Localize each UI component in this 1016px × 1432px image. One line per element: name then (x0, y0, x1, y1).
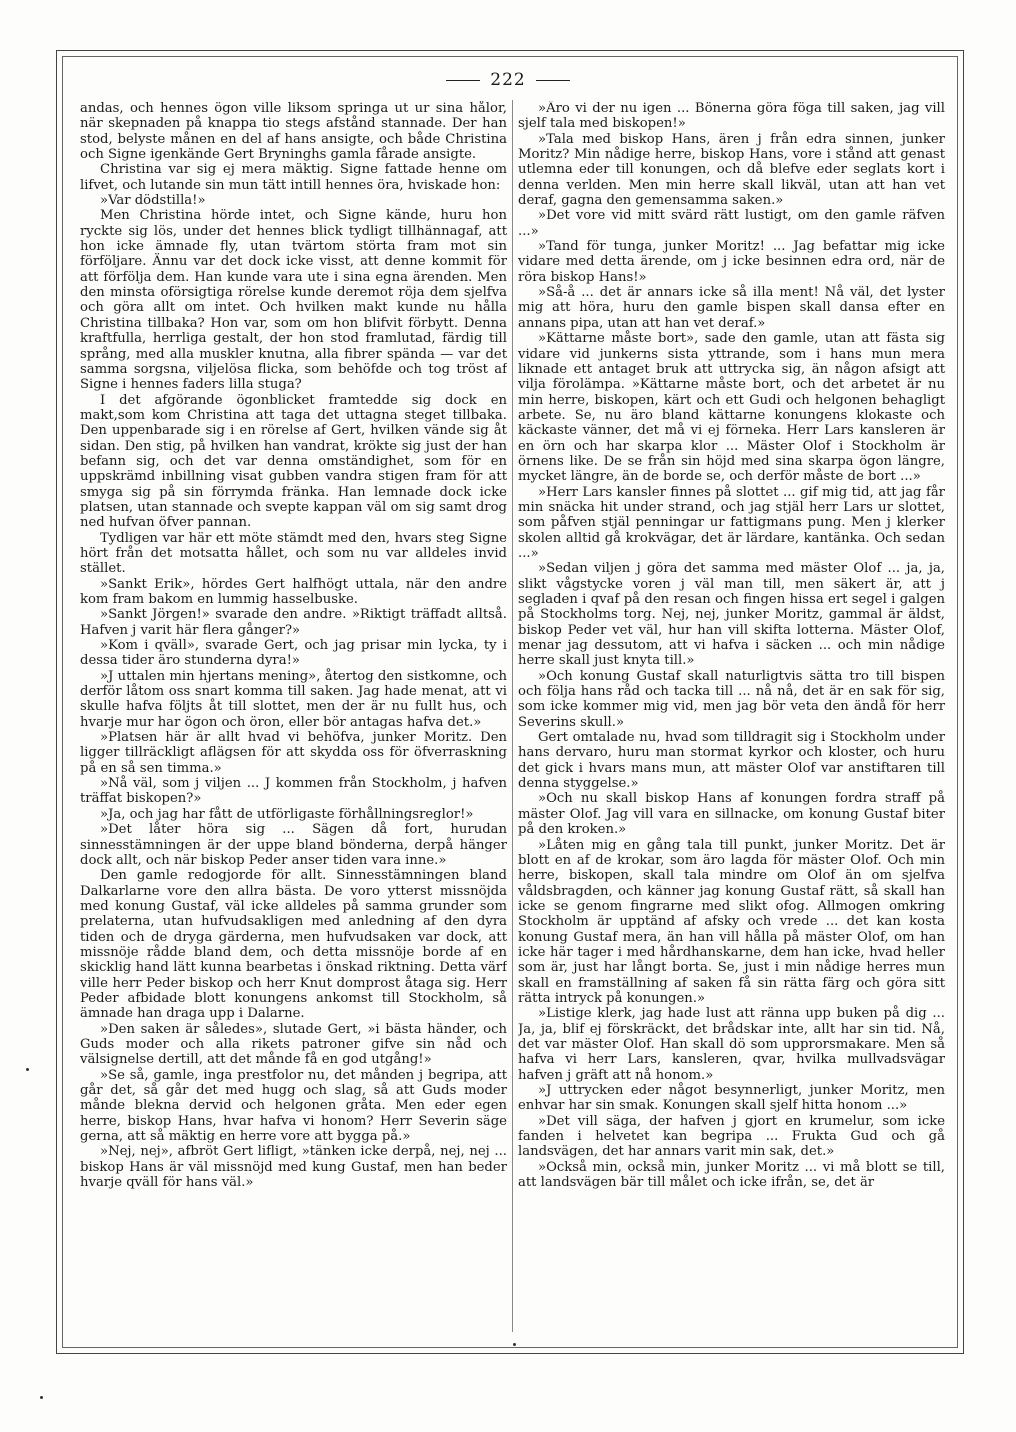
paragraph: »J uttalen min hjertans mening», återtog den sistkomne, och derför låtom oss snart komma till saken. Jag hade menat, att vi skulle hafva följts åt till slottet, men der är nu fullt hus, och hvarje mur har ögon och öron, eller bör antagas hafva det.» (80, 668, 507, 730)
paragraph: »Nej, nej», afbröt Gert lifligt, »tänken icke derpå, nej, nej ... biskop Hans är väl missnöjd med kung Gustaf, men han beder hvarje qväll för hans väl.» (80, 1144, 507, 1191)
scan-speck (26, 1068, 29, 1071)
paragraph: »Också min, också min, junker Moritz ... vi må blott se till, att landsvägen bär till målet och icke ifrån, se, det är (518, 1159, 945, 1191)
paragraph: »Ja, och jag har fått de utförligaste förhållningsreglor!» (100, 806, 474, 822)
paragraph: »Listige klerk, jag hade lust att ränna upp buken på dig ... Ja, ja, blif ej förskräckt, det brådskar inte, allt har sin tid. Nå, det var mäster Olof. Han skall dö som upprorsmakare. Men så hafva vi herr Lars, kansleren, qvar, hvilka mullvadsvägar hafven j gräft att nå honom.» (518, 1006, 945, 1083)
paragraph: Men Christina hörde intet, och Signe kände, huru hon ryckte sig lös, under det hennes blick tydligt tillhännagaf, att hon icke ämnade fly, utan tvärtom störta fram mot sin förföljare. Ännu var det dock icke visst, att denne kommit för att förfölja dem. Han kunde vara ute i sina egna ärenden. Men den minsta oförsigtiga rörelse kunde deremot röja dem sjelfva och göra allt om intet. Och hvilken makt kunde nu hålla Christina tillbaka? Hon var, som om hon blifvit förbytt. Denna kraftfulla, herrliga gestalt, der hon stod framlutad, färdig till språng, med alla muskler knutna, alla fibrer spända — var det samma sorgsna, viljelösa flicka, som behöfde och tog tröst af Signe i hennes faders lilla stuga? (80, 208, 507, 393)
paragraph: Gert omtalade nu, hvad som tilldragit sig i Stockholm under hans dervaro, huru man stormat kyrkor och kloster, och huru det gick i hvars mans mun, att mäster Olof var anstiftaren till denna styggelse.» (518, 730, 945, 792)
paragraph: »Och konung Gustaf skall naturligtvis sätta tro till bispen och följa hans råd och tacka till ... nå nå, det är en sak för sig, som icke kommer mig vid, men jag bör veta den ändå för herr Severins skull.» (518, 668, 945, 730)
paragraph: »Det vill säga, der hafven j gjort en krumelur, som icke fanden i helvetet kan begripa ... Frukta Gud och gå landsvägen, det har annars varit min sak, det.» (518, 1113, 945, 1160)
paragraph: »Sankt Jörgen!» svarade den andre. »Riktigt träffadt alltså. Hafven j varit här flera gånger?» (80, 607, 507, 638)
paragraph: »Det låter höra sig ... Sägen då fort, hurudan sinnesstämningen är der uppe bland bönderna, derpå hänger dock allt, och när biskop Peder anser tiden vara inne.» (80, 822, 507, 868)
paragraph: »Så-å ... det är annars icke så illa ment! Nå väl, det lyster mig att höra, huru den gamle bispen skall dansa efter en annans pipa, utan att han vet deraf.» (518, 285, 945, 331)
paragraph: »Och nu skall biskop Hans af konungen fordra straff på mäster Olof. Jag vill vara en sillnacke, om konung Gustaf biter på den kroken.» (518, 791, 945, 838)
paragraph: »J uttrycken eder något besynnerligt, junker Moritz, men enhvar har sin smak. Konungen skall sjelf hitta honom ...» (518, 1083, 945, 1114)
paragraph: Christina var sig ej mera mäktig. Signe fattade henne om lifvet, och lutande sin mun tätt intill hennes öra, hviskade hon: (80, 162, 507, 193)
paragraph: »Var dödstilla!» (100, 193, 206, 209)
dash-left (446, 80, 480, 81)
paragraph: »Kättarne måste bort», sade den gamle, utan att fästa sig vidare vid junkerns sista yttrande, som i hans mun mera liknade ett antaget bruk att uttrycka sig, än någon afsigt att vilja förolämpa. »Kättarne måste bort, och det arbetet är nu min herre, biskopen, kärt och ett Gudi och helgonen behagligt arbete. Se, nu äro bland kättarne konungens klokaste och käckaste vänner, det må vi ej förneka. Herr Lars kansleren är en örn och har skarpa klor ... Mäster Olof i Stockholm är örnens like. De se från sin höjd med sina skarpa ögon längre, mycket längre, än de borde se, och derför måste de bort ...» (518, 331, 945, 485)
paragraph: Den gamle redogjorde för allt. Sinnesstämningen bland Dalkarlarne vore den allra bästa. De voro ytterst missnöjda med konung Gustaf, väl icke alldeles på samma grunder som prelaterna, utan hufvudsakligen med anledning af den dyra tiden och de dryga gärderna, men hufvudsaken var dock, att missnöje rådde bland dem, och detta missnöje borde af en skicklig hand lätt kunna bearbetas i önskad riktning. Detta värf ville herr Peder biskop och herr Knut domprost åtaga sig. Herr Peder afbidade blott konungens ankomst till Stockholm, så ämnade han draga upp i Dalarne. (80, 868, 507, 1022)
paragraph: I det afgörande ögonblicket framtedde sig dock en makt,som kom Christina att taga det uttagna steget tillbaka. Den uppenbarade sig i en rörelse af Gert, hvilken vände sig åt sidan. Den stig, på hvilken han vandrat, krökte sig just der han befann sig, och det var denna omständighet, som för en uppskrämd inbillning visat gubben vandra stigen fram för att smyga sig på sin förrymda fränka. Han lemnade dock icke platsen, utan stannade och svepte kappan väl om sig samt drog ned hufvan öfver pannan. (80, 392, 507, 531)
dash-right (536, 80, 570, 81)
paragraph: »Tala med biskop Hans, ären j från edra sinnen, junker Moritz? Min nådige herre, biskop Hans, vore i stånd att genast utlemna eder till konungen, och då blefve eder seglats kort i denna verlden. Men min herre skall likväl, utan att han vet deraf, gagna den gemensamma saken.» (518, 131, 945, 209)
page-number: 222 (490, 70, 526, 90)
scan-speck (40, 1396, 43, 1399)
paragraph: »Herr Lars kansler finnes på slottet ... gif mig tid, att jag får min snäcka hit under strand, och jag stjäl herr Lars ur slottet, som påfven stjäl penningar ur fattigmans pung. Men j klerker skolen alltid gå krokvägar, det är lärdare, kantänka. Och sedan ...» (518, 484, 945, 561)
left-column (80, 101, 507, 1329)
paragraph: »Se så, gamle, inga prestfolor nu, det månden j begripa, att går det, så går det med hugg och slag, så att Guds moder månde blekna dervid och helgonen gråta. Men eder egen herre, biskop Hans, hvar hafva vi honom? Herr Severin säge gerna, att så mäktig en herre vore att bygga på.» (80, 1067, 507, 1145)
paragraph: Tydligen var här ett möte stämdt med den, hvars steg Signe hört från det motsatta hållet, och som nu var alldeles invid stället. (80, 530, 507, 577)
paragraph: »Nå väl, som j viljen ... J kommen från Stockholm, j hafven träffat biskopen?» (80, 776, 507, 807)
paragraph: »Kom i qväll», svarade Gert, och jag prisar min lycka, ty i dessa tider äro stunderna dyra!» (80, 638, 507, 669)
paragraph: »Den saken är således», slutade Gert, »i bästa händer, och Guds moder och alla rikets patroner gifve sin nåd och välsignelse dertill, att det månde få en god utgång!» (80, 1021, 507, 1068)
paragraph: »Sankt Erik», hördes Gert halfhögt uttala, när den andre kom fram bakom en lummig hasselbuske. (80, 576, 507, 607)
paragraph: »Tand för tunga, junker Moritz! ... Jag befattar mig icke vidare med detta ärende, om j icke besinnen edra ord, när de röra biskop Hans!» (518, 239, 945, 285)
paragraph: »Sedan viljen j göra det samma med mäster Olof ... ja, ja, slikt vågstycke voren j väl man till, men säkert är, att j segladen i qvaf på den resan och fingen hissa ert segel i galgen på Stockholms torg. Nej, nej, junker Moritz, gammal är äldst, biskop Peder vet väl, hur han vill skifta lotterna. Mäster Olof, menar jag dessutom, att vi hafva i säcken ... och min nådige herre skall just knyta till.» (518, 561, 945, 669)
scan-speck (513, 1343, 516, 1346)
paragraph: »Låten mig en gång tala till punkt, junker Moritz. Det är blott en af de krokar, som äro lagda för mäster Olof. Och min herre, biskopen, skall tala mindre om Olof än om sjelfva våldsbragden, och känner jag konung Gustaf rätt, så skall han icke se genom fingrarne med slikt ofog. Allmogen omkring Stockholm är upptänd af afsky och vrede ... det kan kosta konung Gustaf mera, än han vill hålla på mäster Olof, om han icke här tager i med hårdhanskarne, dem han icke, hvad heller som är, just har långt borta. Se, just i min nådige herres mun skall en framställning af saken få sin rätta färg och göra sitt rätta intryck på konungen.» (518, 837, 945, 1006)
column-divider (512, 100, 513, 1332)
right-column (518, 101, 945, 1329)
paragraph: »Platsen här är allt hvad vi behöfva, junker Moritz. Den ligger tillräckligt aflägsen för att skydda oss för öfverraskning på en så sen timma.» (80, 730, 507, 776)
page-number-header (0, 70, 1016, 90)
paragraph: andas, och hennes ögon ville liksom springa ut ur sina hålor, när skepnaden på knappa tio stegs afstånd stannade. Der han stod, belyste månen en del af hans ansigte, och både Christina och Signe igenkände Gert Bryninghs gamla fårade ansigte. (80, 101, 507, 163)
paragraph: »Det vore vid mitt svärd rätt lustigt, om den gamle räfven ...» (518, 208, 945, 239)
paragraph: »Äro vi der nu igen ... Bönerna göra föga till saken, jag vill sjelf tala med biskopen!» (518, 101, 945, 132)
